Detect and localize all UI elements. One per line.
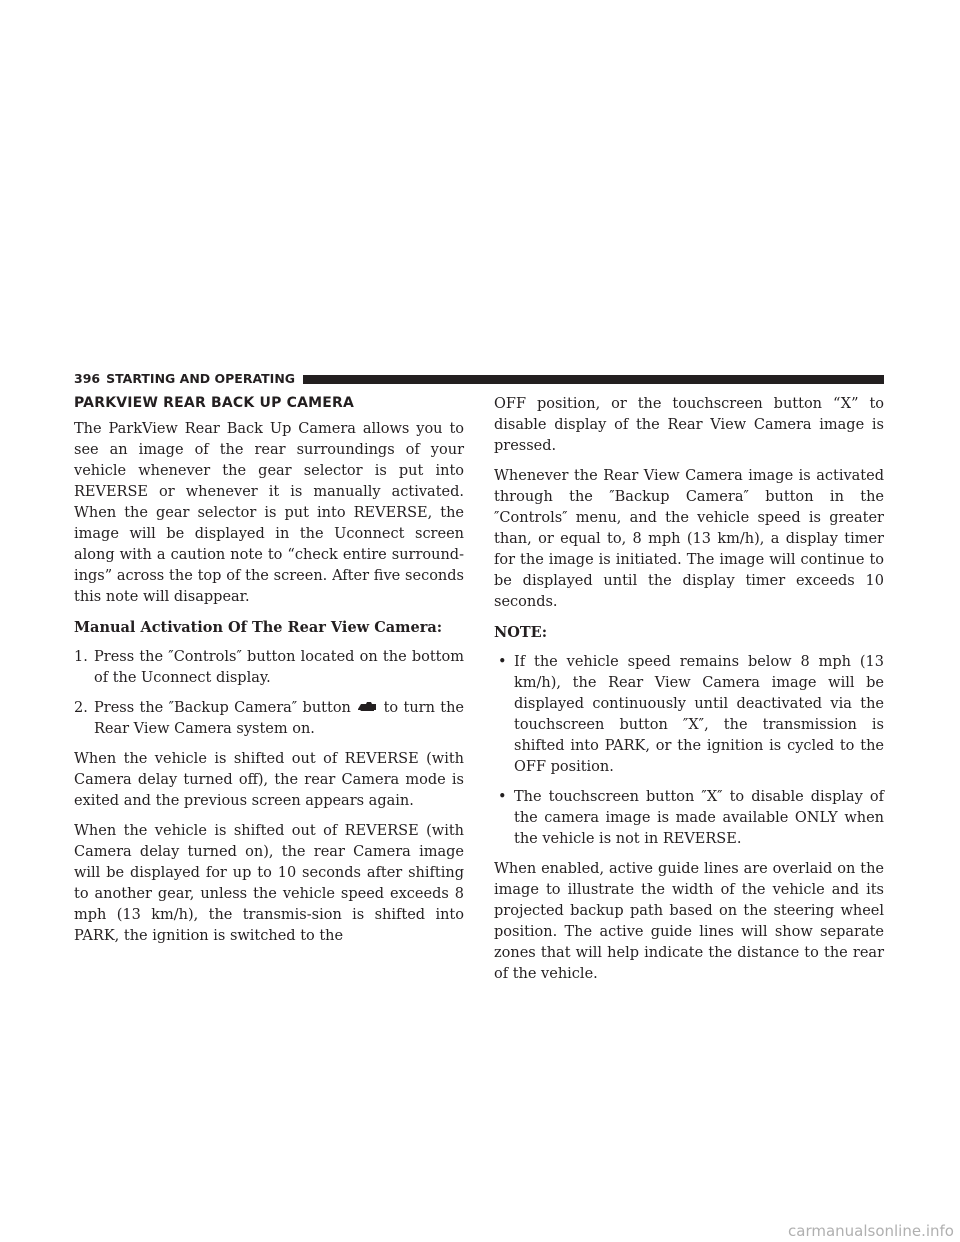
step-item	[74, 647, 464, 689]
backup-camera-icon	[357, 701, 377, 713]
manual-activation-heading: Manual Activation Of The Rear View Camera:	[74, 619, 443, 636]
delay-on-paragraph: When the vehicle is shifted out of REVERSE (with Camera delay turned on), the rear Camera image will be displayed for up to 10 seconds after shifting to another gear, unless the vehicle speed exceeds 8 mph (13 km/h), the transmis-sion is shifted into PARK, the ignition is switched to the	[74, 823, 464, 944]
list-item	[494, 652, 884, 778]
bullet-text: The touchscreen button ″X″ to disable display of the camera image is made available ONLY when the vehicle is not in REVERSE.	[514, 789, 884, 847]
section-name: STARTING AND OPERATING	[106, 371, 296, 386]
page-number: 396	[74, 371, 101, 386]
right-column	[494, 394, 884, 994]
step-text: Press the ″Controls″ button located on the bottom of the Uconnect display.	[94, 649, 464, 686]
timer-paragraph: Whenever the Rear View Camera image is activated through the ″Backup Camera″ button in the ″Controls″ menu, and the vehicle speed is greater than, or equal to, 8 mph (13 km/h), a display timer for the image is initiated. The image will continue to be displayed until the display timer exceeds 10 seconds.	[494, 468, 884, 610]
page-header	[74, 372, 884, 386]
note-label: NOTE:	[494, 624, 548, 641]
section-title: PARKVIEW REAR BACK UP CAMERA	[74, 395, 355, 411]
step-text-post: to turn the Rear View Camera system on.	[94, 700, 465, 737]
step-number: 2.	[74, 700, 88, 716]
intro-paragraph: The ParkView Rear Back Up Camera allows you to see an image of the rear surroundings of your vehicle whenever the gear selector is put into REVERSE or whenever it is manually activated. When the gear selector is put into REVERSE, the image will be displayed in the Uconnect screen along with a caution note to “check entire surround-ings” across the top of the screen. After five seconds this note will disappear.	[74, 421, 464, 605]
continued-paragraph: OFF position, or the touchscreen button “X” to disable display of the Rear View Camera image is pressed.	[494, 396, 884, 454]
bullet-icon: •	[498, 789, 507, 805]
bullet-icon: •	[498, 654, 507, 670]
delay-off-paragraph: When the vehicle is shifted out of REVERSE (with Camera delay turned off), the rear Camera mode is exited and the previous screen appears again.	[74, 751, 464, 809]
activation-steps	[74, 647, 464, 740]
note-list	[494, 652, 884, 850]
header-rule	[303, 375, 884, 384]
step-text-pre: Press the ″Backup Camera″ button	[94, 700, 351, 716]
step-item	[74, 698, 464, 740]
watermark: carmanualsonline.info	[788, 1222, 954, 1240]
list-item	[494, 787, 884, 850]
bullet-text: If the vehicle speed remains below 8 mph (13 km/h), the Rear View Camera image will be displayed continuously until deactivated via the touchscreen button ″X″, the transmission is shifted into PARK, or the ignition is cycled to the OFF position.	[514, 654, 884, 775]
left-column	[74, 394, 464, 956]
guide-lines-paragraph: When enabled, active guide lines are overlaid on the image to illustrate the width of the vehicle and its projected backup path based on the steering wheel position. The active guide lines will show separate zones that will help indicate the distance to the rear of the vehicle.	[494, 861, 884, 982]
step-number: 1.	[74, 649, 88, 665]
